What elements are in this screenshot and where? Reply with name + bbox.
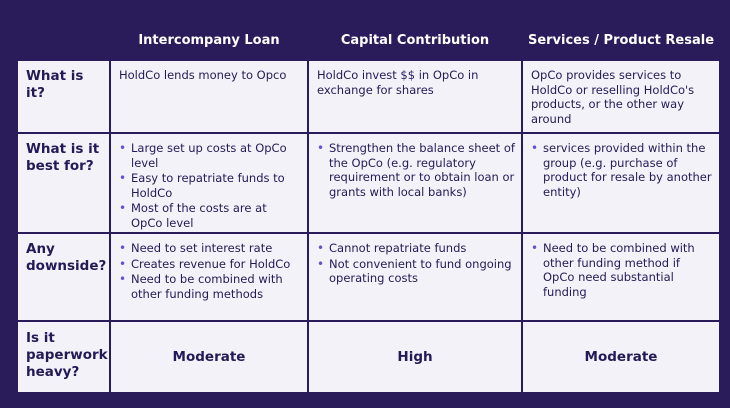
list-item: • Need to set interest rate	[117, 241, 301, 256]
table-corner-cell	[18, 24, 109, 59]
table-cell: High	[309, 322, 521, 392]
column-header-capital-contribution: Capital Contribution	[309, 24, 521, 59]
row-header-paperwork-heavy: Is it paperwork heavy?	[18, 322, 109, 392]
table-cell: OpCo provides services to HoldCo or reselling HoldCo's products, or the other way around	[523, 61, 719, 132]
list-item: • Large set up costs at OpCo level	[117, 141, 301, 170]
row-header-what-is-it: What is it?	[18, 61, 109, 132]
table-cell	[309, 234, 521, 320]
table-cell: HoldCo lends money to Opco	[111, 61, 307, 132]
list-item: • Easy to repatriate funds to HoldCo	[117, 171, 301, 200]
list-item: • services provided within the group (e.g. purchase of product for resale by another entity)	[529, 141, 713, 199]
bullet-list	[529, 241, 713, 299]
row-header-any-downside: Any downside?	[18, 234, 109, 320]
list-item: • Not convenient to fund ongoing operating costs	[315, 257, 515, 286]
bullet-list	[315, 141, 515, 199]
row-header-best-for: What is it best for?	[18, 134, 109, 232]
bullet-list	[315, 241, 515, 286]
bullet-list	[117, 141, 301, 230]
bullet-list	[117, 241, 301, 301]
table-cell	[111, 234, 307, 320]
comparison-table	[18, 24, 713, 384]
list-item: • Most of the costs are at OpCo level	[117, 201, 301, 230]
table-cell: HoldCo invest $$ in OpCo in exchange for shares	[309, 61, 521, 132]
table-cell	[111, 134, 307, 232]
table-cell	[309, 134, 521, 232]
table-cell	[523, 234, 719, 320]
column-header-services-product-resale: Services / Product Resale	[523, 24, 719, 59]
table-cell	[523, 134, 719, 232]
list-item: • Need to be combined with other funding method if OpCo need substantial funding	[529, 241, 713, 299]
table-cell: Moderate	[111, 322, 307, 392]
list-item: • Creates revenue for HoldCo	[117, 257, 301, 272]
list-item: • Strengthen the balance sheet of the OpCo (e.g. regulatory requirement or to obtain loan or grants with local banks)	[315, 141, 515, 199]
list-item: • Need to be combined with other funding methods	[117, 272, 301, 301]
column-header-intercompany-loan: Intercompany Loan	[111, 24, 307, 59]
bullet-list	[529, 141, 713, 199]
table-cell: Moderate	[523, 322, 719, 392]
list-item: • Cannot repatriate funds	[315, 241, 515, 256]
